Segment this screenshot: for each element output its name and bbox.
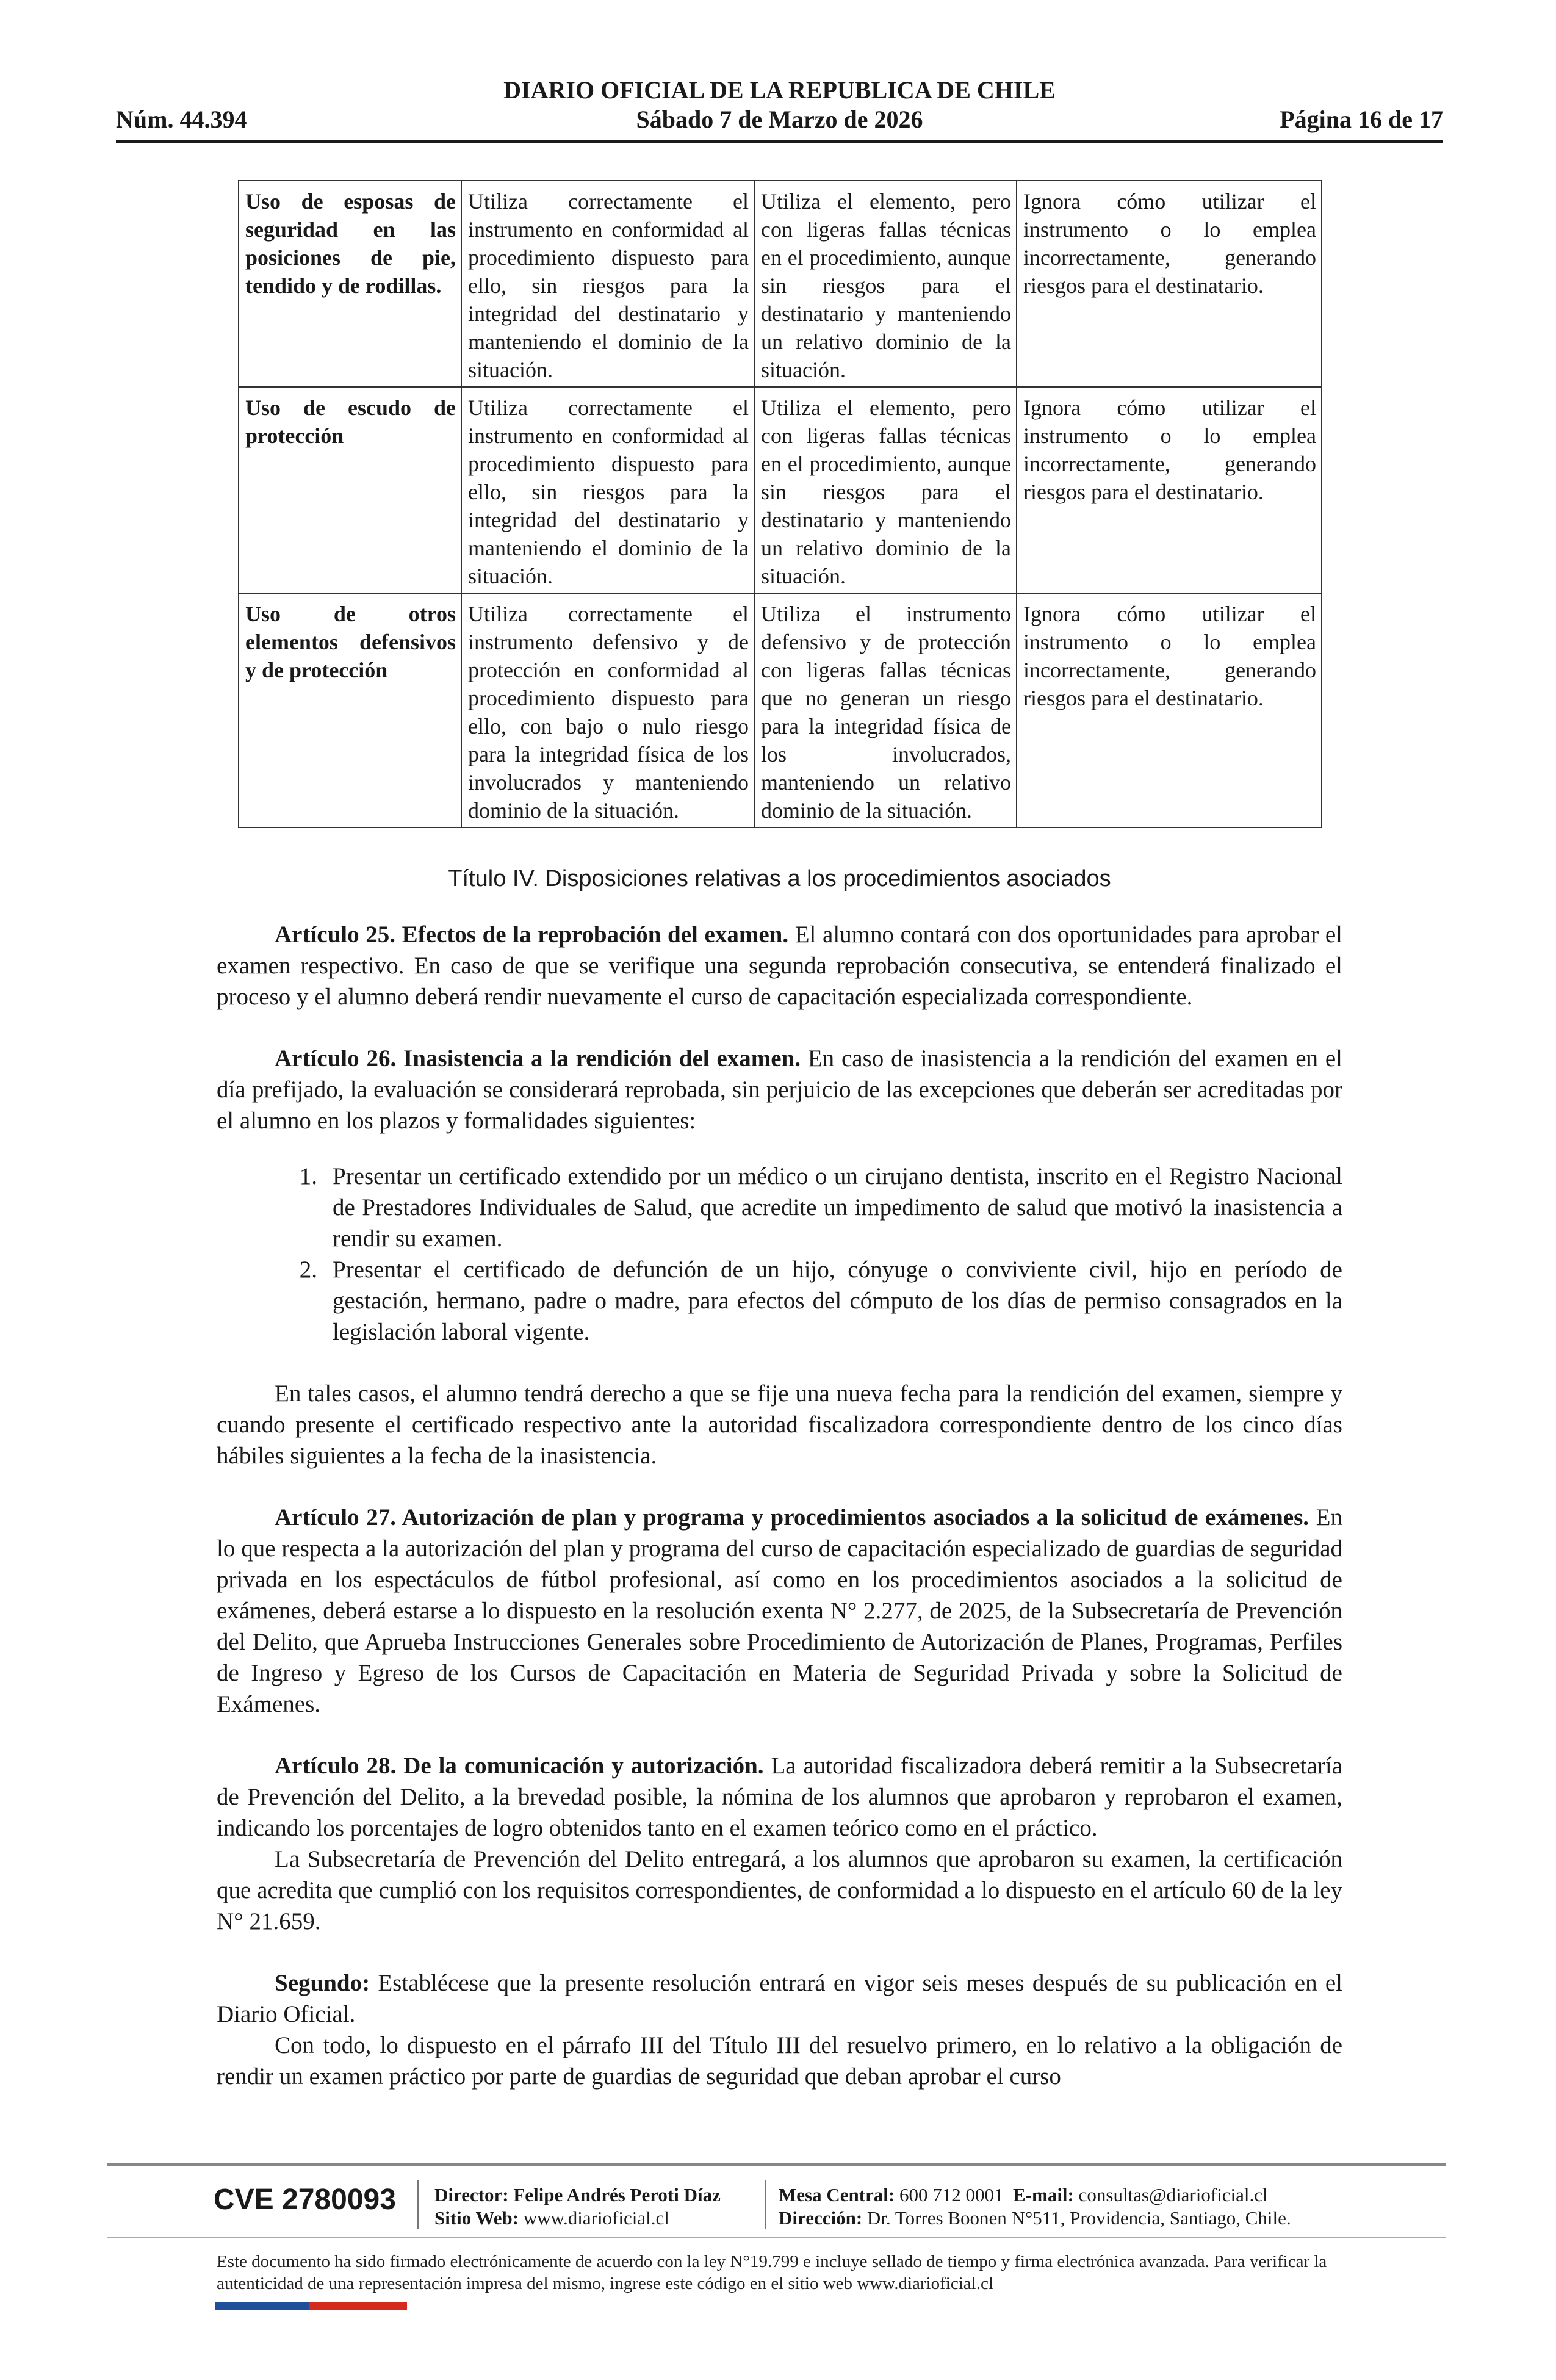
table-row bbox=[239, 387, 1322, 593]
resolution-segundo-paragraph-2: Con todo, lo dispuesto en el párrafo III del Título III del resuelvo primero, en lo relativo a la obligación de rendir un examen práctico por parte de guardias de seguridad que deban aprobar el curso bbox=[217, 2032, 1342, 2090]
flag-blue-segment bbox=[215, 2302, 309, 2310]
article-text: El alumno contará con dos oportunidades para aprobar el examen respectivo. En caso de que se verifique una segunda reprobación consecutiva, se entenderá finalizado el proceso y el alumno deberá rendir nuevamente el curso de capacitación especializada correspondiente. bbox=[217, 921, 1343, 1010]
flag-stripe bbox=[215, 2302, 407, 2310]
table-cell-level-3: Ignora cómo utilizar el instrumento o lo emplea incorrectamente, generando riesgos para el destinatario. bbox=[1017, 181, 1322, 387]
issue-date: Sábado 7 de Marzo de 2026 bbox=[636, 106, 923, 133]
address-label: Dirección: bbox=[779, 2207, 863, 2229]
list-number: 1. bbox=[299, 1163, 317, 1189]
evaluation-table bbox=[238, 180, 1322, 828]
email-link[interactable]: consultas@diarioficial.cl bbox=[1078, 2184, 1268, 2205]
table-row bbox=[239, 181, 1322, 387]
list-number: 2. bbox=[299, 1257, 317, 1283]
table-cell-criterion: Uso de esposas de seguridad en las posiciones de pie, tendido y de rodillas. bbox=[239, 181, 461, 387]
footer-separator bbox=[417, 2180, 419, 2229]
article-25 bbox=[217, 919, 1342, 1012]
article-26 bbox=[217, 1043, 1342, 1136]
list-item bbox=[217, 1254, 1342, 1347]
resolution-segundo bbox=[217, 1967, 1342, 2030]
page-header bbox=[116, 76, 1443, 143]
phone-label: Mesa Central: bbox=[779, 2184, 895, 2205]
table-cell-level-3: Ignora cómo utilizar el instrumento o lo emplea incorrectamente, generando riesgos para el destinatario. bbox=[1017, 593, 1322, 828]
article-26-closing: En tales casos, el alumno tendrá derecho a que se fije una nueva fecha para la rendición del examen, siempre y cuando presente el certificado respectivo ante la autoridad fiscalizadora correspondiente dentro de los cinco días hábiles siguientes a la fecha de la inasistencia. bbox=[217, 1380, 1342, 1469]
header-meta-row bbox=[116, 104, 1443, 135]
table-cell-criterion: Uso de otros elementos defensivos y de protección bbox=[239, 593, 461, 828]
article-text: En lo que respecta a la autorización del plan y programa del curso de capacitación especializado de guardias de seguridad privada en los espectáculos de fútbol profesional, así como en los procedimientos asociados a la solicitud de exámenes, deberá estarse a lo dispuesto en la resolución exenta N° 2.277, de 2025, de la Subsecretaría de Prevención del Delito, que Aprueba Instrucciones Generales sobre Procedimiento de Autorización de Planes, Programas, Perfiles de Ingreso y Egreso de los Cursos de Capacitación en Materia de Seguridad Privada y sobre la Solicitud de Exámenes. bbox=[217, 1504, 1342, 1717]
article-27 bbox=[217, 1502, 1342, 1720]
table-cell-level-1: Utiliza correctamente el instrumento en conformidad al procedimiento dispuesto para ello, sin riesgos para la integridad del destinatario y manteniendo el dominio de la situación. bbox=[461, 387, 754, 593]
signature-notice: Este documento ha sido firmado electrónicamente de acuerdo con la ley N°19.799 e incluye sellado de tiempo y firma electrónica avanzada. Para verificar la autenticidad de una representación impresa del mismo, ingrese este código en el sitio web www.diarioficial.cl bbox=[217, 2252, 1327, 2293]
article-28-paragraph-2: La Subsecretaría de Prevención del Delito entregará, a los alumnos que aprobaron su examen, la certificación que acredita que cumplió con los requisitos correspondientes, de conformidad a lo dispuesto en el artículo 60 de la ley N° 21.659. bbox=[217, 1846, 1342, 1935]
document-body bbox=[217, 864, 1342, 2092]
resolution-heading: Segundo: bbox=[275, 1970, 370, 1996]
table-cell-level-3: Ignora cómo utilizar el instrumento o lo emplea incorrectamente, generando riesgos para el destinatario. bbox=[1017, 387, 1322, 593]
page-number: Página 16 de 17 bbox=[1280, 106, 1443, 133]
footer-separator bbox=[765, 2180, 766, 2229]
footer-director-block bbox=[434, 2183, 721, 2230]
table-cell-level-1: Utiliza correctamente el instrumento en conformidad al procedimiento dispuesto para ello, sin riesgos para la integridad del destinatario y manteniendo el dominio de la situación. bbox=[461, 181, 754, 387]
list-item bbox=[217, 1161, 1342, 1254]
table-cell-level-1: Utiliza correctamente el instrumento defensivo y de protección en conformidad al procedimiento dispuesto para ello, con bajo o nulo riesgo para la integridad física de los involucrados y manteniendo dominio de la situación. bbox=[461, 593, 754, 828]
phone-value: 600 712 0001 bbox=[899, 2184, 1004, 2205]
article-28 bbox=[217, 1750, 1342, 1844]
cve-code: CVE 2780093 bbox=[214, 2183, 396, 2216]
table-cell-level-2: Utiliza el elemento, pero con ligeras fallas técnicas en el procedimiento, aunque sin riesgos para el destinatario y manteniendo un relativo dominio de la situación. bbox=[754, 181, 1017, 387]
email-label: E-mail: bbox=[1013, 2184, 1074, 2205]
table-cell-level-2: Utiliza el instrumento defensivo y de protección con ligeras fallas técnicas que no generan un riesgo para la integridad física de los involucrados, manteniendo un relativo dominio de la situación. bbox=[754, 593, 1017, 828]
footer-contact-block bbox=[779, 2183, 1291, 2230]
article-heading: Artículo 26. Inasistencia a la rendición del examen. bbox=[275, 1045, 801, 1072]
footer-divider-secondary bbox=[107, 2237, 1446, 2238]
table-row bbox=[239, 593, 1322, 828]
site-link[interactable]: www.diarioficial.cl bbox=[523, 2207, 669, 2229]
director-name: Felipe Andrés Peroti Díaz bbox=[513, 2184, 721, 2205]
requirements-list bbox=[217, 1161, 1342, 1347]
section-title: Título IV. Disposiciones relativas a los procedimientos asociados bbox=[448, 866, 1111, 892]
article-heading: Artículo 28. De la comunicación y autorización. bbox=[275, 1753, 764, 1779]
article-heading: Artículo 25. Efectos de la reprobación del examen. bbox=[275, 921, 789, 948]
site-label: Sitio Web: bbox=[434, 2207, 519, 2229]
resolution-text: Establécese que la presente resolución entrará en vigor seis meses después de su publicación en el Diario Oficial. bbox=[217, 1970, 1342, 2027]
article-text: En caso de inasistencia a la rendición del examen en el día prefijado, la evaluación se considerará reprobada, sin perjuicio de las excepciones que deberán ser acreditadas por el alumno en los plazos y formalidades siguientes: bbox=[217, 1045, 1342, 1134]
table-cell-level-2: Utiliza el elemento, pero con ligeras fallas técnicas en el procedimiento, aunque sin riesgos para el destinatario y manteniendo un relativo dominio de la situación. bbox=[754, 387, 1017, 593]
article-text: La autoridad fiscalizadora deberá remitir a la Subsecretaría de Prevención del Delito, a la brevedad posible, la nómina de los alumnos que aprobaron y reprobaron el examen, indicando los porcentajes de logro obtenidos tanto en el examen teórico como en el práctico. bbox=[217, 1753, 1342, 1841]
director-label: Director: bbox=[434, 2184, 509, 2205]
address-value: Dr. Torres Boonen N°511, Providencia, Santiago, Chile. bbox=[866, 2207, 1291, 2229]
issue-number: Núm. 44.394 bbox=[116, 106, 247, 133]
flag-red-segment bbox=[309, 2302, 407, 2310]
article-heading: Artículo 27. Autorización de plan y programa y procedimientos asociados a la solicitud de exámenes. bbox=[275, 1504, 1309, 1531]
table-cell-criterion: Uso de escudo de protección bbox=[239, 387, 461, 593]
list-text: Presentar el certificado de defunción de un hijo, cónyuge o conviviente civil, hijo en período de gestación, hermano, padre o madre, para efectos del cómputo de los días de permiso consagrados en la legislación laboral vigente. bbox=[333, 1257, 1342, 1345]
newspaper-title: DIARIO OFICIAL DE LA REPUBLICA DE CHILE bbox=[503, 76, 1056, 104]
footer-divider bbox=[107, 2163, 1446, 2166]
list-text: Presentar un certificado extendido por un médico o un cirujano dentista, inscrito en el Registro Nacional de Prestadores Individuales de Salud, que acredite un impedimento de salud que motivó la inasistencia a rendir su examen. bbox=[333, 1163, 1342, 1252]
